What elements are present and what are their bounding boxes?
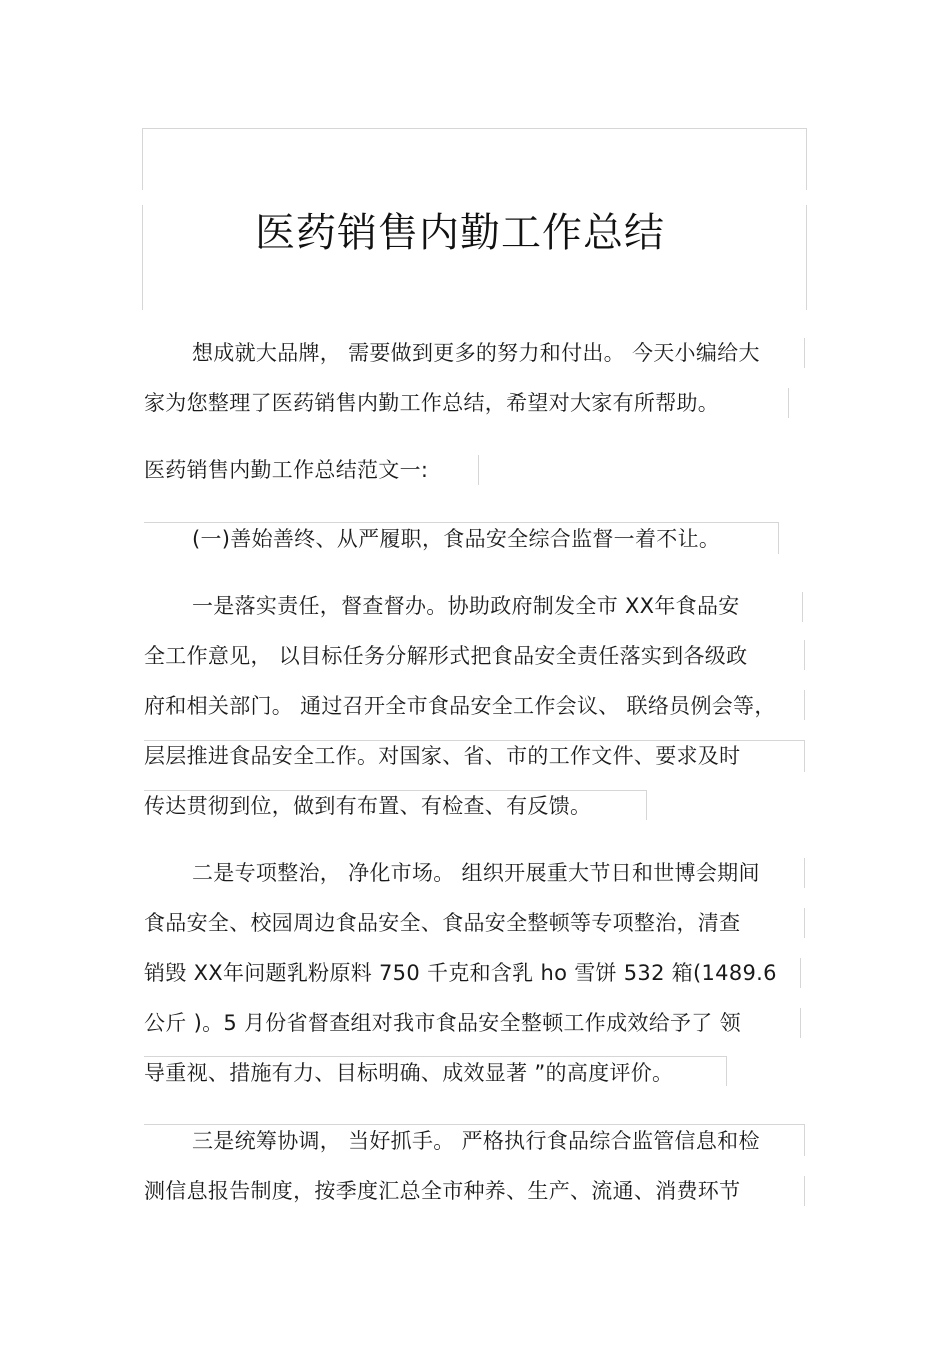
margin-rule — [804, 1124, 805, 1156]
para2-line-2: 食品安全、校园周边食品安全、食品安全整顿等专项整治，清查 — [144, 911, 741, 935]
margin-rule — [144, 1124, 804, 1125]
frame-left-rule — [142, 128, 143, 190]
margin-rule — [802, 592, 803, 622]
margin-rule — [726, 1056, 727, 1086]
margin-rule — [804, 1176, 805, 1206]
para1-line-3: 府和相关部门。 通过召开全市食品安全工作会议、 联络员例会等， — [144, 694, 776, 718]
intro-line-2: 家为您整理了医药销售内勤工作总结，希望对大家有所帮助。 — [144, 391, 720, 415]
para2-line-5: 导重视、措施有力、目标明确、成效显著 ”的高度评价。 — [144, 1061, 674, 1085]
para3-line-2: 测信息报告制度，按季度汇总全市种养、生产、流通、消费环节 — [144, 1179, 741, 1203]
margin-rule — [144, 1056, 726, 1057]
para3-line-1: 三是统筹协调， 当好抓手。 严格执行食品综合监管信息和检 — [192, 1129, 760, 1153]
margin-rule — [478, 455, 479, 485]
para1-line-4: 层层推进食品安全工作。对国家、省、市的工作文件、要求及时 — [144, 744, 741, 768]
margin-rule — [144, 790, 646, 791]
margin-rule — [800, 958, 801, 988]
para1-line-5: 传达贯彻到位，做到有布置、有检查、有反馈。 — [144, 794, 592, 818]
margin-rule — [788, 388, 789, 418]
margin-rule — [144, 522, 778, 523]
margin-rule — [804, 690, 805, 720]
para1-line-1: 一是落实责任，督查督办。协助政府制发全市 XX年食品安 — [192, 594, 740, 618]
margin-rule — [646, 790, 647, 820]
margin-rule — [804, 338, 805, 368]
margin-rule — [144, 740, 804, 741]
margin-rule — [804, 858, 805, 888]
intro-line-1: 想成就大品牌， 需要做到更多的努力和付出。 今天小编给大 — [192, 341, 760, 365]
document-title: 医药销售内勤工作总结 — [255, 210, 665, 256]
frame-top-rule — [142, 128, 806, 129]
subheading: (一)善始善终、从严履职，食品安全综合监督一着不让。 — [192, 527, 721, 551]
margin-rule — [804, 908, 805, 938]
section-heading: 医药销售内勤工作总结范文一: — [144, 458, 429, 482]
margin-rule — [800, 1008, 801, 1038]
para2-line-4: 公斤 )。5 月份省督查组对我市食品安全整顿工作成效给予了 领 — [144, 1011, 741, 1035]
frame-right-rule — [806, 128, 807, 190]
margin-rule — [804, 740, 805, 772]
para2-line-1: 二是专项整治， 净化市场。 组织开展重大节日和世博会期间 — [192, 861, 760, 885]
margin-rule — [804, 640, 805, 670]
margin-rule — [778, 522, 779, 554]
para1-line-2: 全工作意见， 以目标任务分解形式把食品安全责任落实到各级政 — [144, 644, 748, 668]
para2-line-3: 销毁 XX年问题乳粉原料 750 千克和含乳 ho 雪饼 532 箱(1489.6 — [144, 961, 777, 985]
